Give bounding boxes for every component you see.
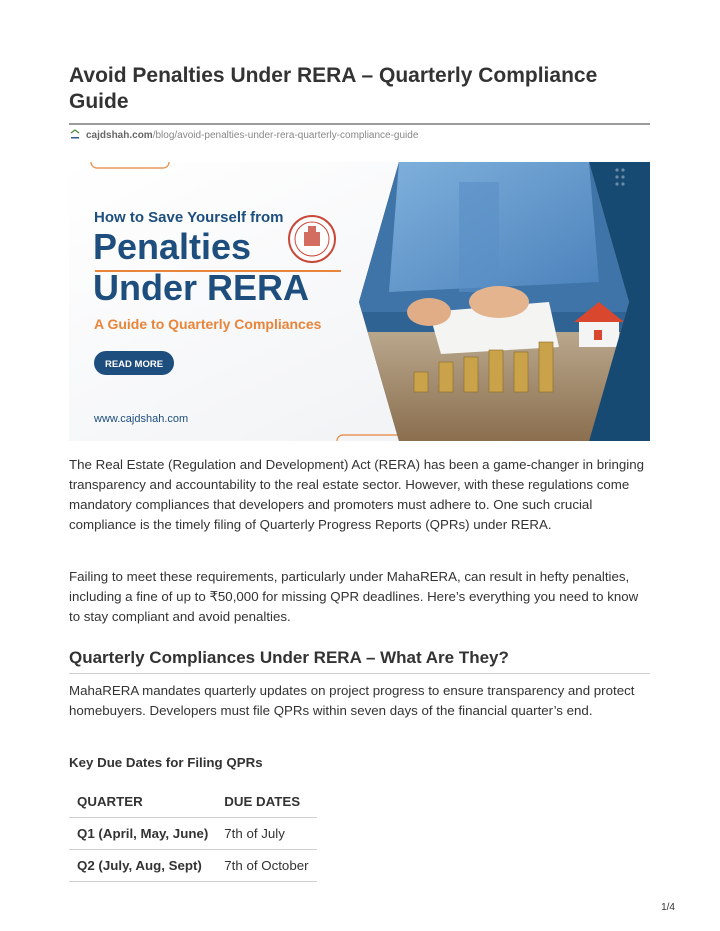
table-row xyxy=(69,818,317,850)
read-more-label: READ MORE xyxy=(104,359,164,370)
table-header-due-dates: DUE DATES xyxy=(216,786,316,818)
hero-graphic xyxy=(69,162,650,441)
table-header-quarter: QUARTER xyxy=(69,786,216,818)
table-header-row xyxy=(69,786,317,818)
intro-paragraph: The Real Estate (Regulation and Development) Act (RERA) has been a game-changer in bringing transparency and accountability to the real estate sector. However, with these regulations come mandatory compliances that developers and promoters must adhere to. One such crucial compliance is the timely filing of Quarterly Progress Reports (QPRs) under RERA. xyxy=(69,457,645,532)
title-divider xyxy=(69,123,650,125)
page-number: 1/4 xyxy=(661,902,675,913)
table-cell-due-date: 7th of July xyxy=(216,818,316,850)
page-title: Avoid Penalties Under RERA – Quarterly Compliance Guide xyxy=(69,64,598,113)
hero-headline-1: Penalties xyxy=(93,226,252,267)
table-row xyxy=(69,850,317,882)
table-heading: Key Due Dates for Filing QPRs xyxy=(69,755,263,770)
site-logo-icon xyxy=(69,129,81,141)
penalty-paragraph: Failing to meet these requirements, particularly under MahaRERA, can result in hefty penalties, including a fine of up to ₹50,000 for missing QPR deadlines. Here’s everything you need to know to stay compliant and avoid penalties. xyxy=(69,569,639,624)
table-cell-quarter: Q1 (April, May, June) xyxy=(69,818,216,850)
source-domain: cajdshah.com xyxy=(86,129,153,141)
hero-banner[interactable] xyxy=(69,162,650,441)
due-dates-table xyxy=(69,786,317,882)
rera-seal-icon xyxy=(289,216,335,262)
section-heading: Quarterly Compliances Under RERA – What Are They? xyxy=(69,648,509,667)
table-cell-due-date: 7th of October xyxy=(216,850,316,882)
hero-kicker: How to Save Yourself from xyxy=(94,209,284,226)
hero-headline-2: Under RERA xyxy=(93,267,310,308)
source-url[interactable] xyxy=(69,129,418,141)
source-path: /blog/avoid-penalties-under-rera-quarterly-compliance-guide xyxy=(152,129,419,141)
hero-website: www.cajdshah.com xyxy=(94,413,189,425)
hero-subtitle: A Guide to Quarterly Compliances xyxy=(94,316,322,332)
section-paragraph: MahaRERA mandates quarterly updates on project progress to ensure transparency and protect homebuyers. Developers must file QPRs within seven days of the financial quarter’s end. xyxy=(69,683,635,718)
section-divider xyxy=(69,673,650,674)
table-cell-quarter: Q2 (July, Aug, Sept) xyxy=(69,850,216,882)
